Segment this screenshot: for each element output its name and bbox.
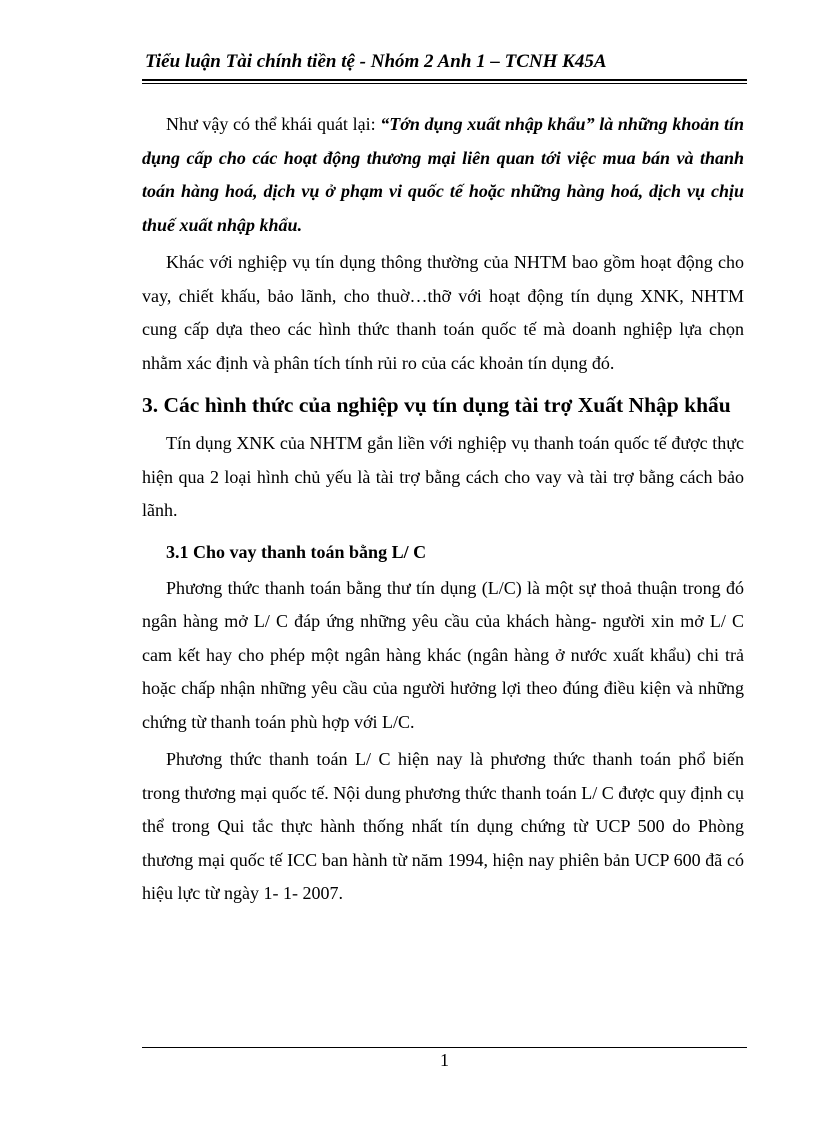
section-heading-3: 3. Các hình thức của nghiệp vụ tín dụng tài trợ Xuất Nhập khẩu bbox=[142, 393, 731, 417]
paragraph-difference: Khác với nghiệp vụ tín dụng thông thường của NHTM bao gồm hoạt động cho vay, chiết khấu, bảo lãnh, cho thuờ…thỡ với hoạt động tín dụng XNK, NHTM cung cấp dựa theo các hình thức thanh toán quốc tế mà doanh nghiệp lựa chọn nhằm xác định và phân tích tính rủi ro của các khoản tín dụng đó. bbox=[142, 252, 744, 373]
document-body bbox=[142, 108, 744, 911]
paragraph-credit-forms: Tín dụng XNK của NHTM gắn liền với nghiệp vụ thanh toán quốc tế được thực hiện qua 2 loại hình chủ yếu là tài trợ bằng cách cho vay và tài trợ bằng cách bảo lãnh. bbox=[142, 433, 744, 520]
running-header: Tiểu luận Tài chính tiền tệ - Nhóm 2 Anh 1 – TCNH K45A bbox=[145, 51, 607, 72]
definition-lead: Như vậy có thể khái quát lại: bbox=[166, 114, 381, 134]
paragraph-definition bbox=[142, 108, 744, 242]
footer-rule bbox=[142, 1047, 747, 1048]
paragraph-lc-ucp: Phương thức thanh toán L/ C hiện nay là phương thức thanh toán phổ biến trong thương mại quốc tế. Nội dung phương thức thanh toán L/ C được quy định cụ thể trong Qui tắc thực hành thống nhất tín dụng chứng từ UCP 500 do Phòng thương mại quốc tế ICC ban hành từ năm 1994, hiện nay phiên bản UCP 600 đã có hiệu lực từ ngày 1- 1- 2007. bbox=[142, 749, 744, 903]
header-rule-thin bbox=[142, 83, 747, 84]
subsection-heading-3-1: 3.1 Cho vay thanh toán bằng L/ C bbox=[166, 541, 427, 562]
header-rule-thick bbox=[142, 79, 747, 81]
paragraph-lc-definition: Phương thức thanh toán bằng thư tín dụng (L/C) là một sự thoả thuận trong đó ngân hàng mở L/ C đáp ứng những yêu cầu của khách hàng- người xin mở L/ C cam kết hay cho phép một ngân hàng khác (ngân hàng ở nước xuất khẩu) chi trả hoặc chấp nhận những yêu cầu của người hưởng lợi theo đúng điều kiện và những chứng từ thanh toán phù hợp với L/C. bbox=[142, 577, 744, 732]
page-number: 1 bbox=[440, 1050, 449, 1070]
definition-emphasis: “Tớn dụng xuất nhập khẩu” là những khoản tín dụng cấp cho các hoạt động thương mại liên quan tới việc mua bán và thanh toán hàng hoá, dịch vụ ở phạm vi quốc tế hoặc những hàng hoá, dịch vụ chịu thuế xuất nhập khẩu. bbox=[142, 114, 745, 235]
